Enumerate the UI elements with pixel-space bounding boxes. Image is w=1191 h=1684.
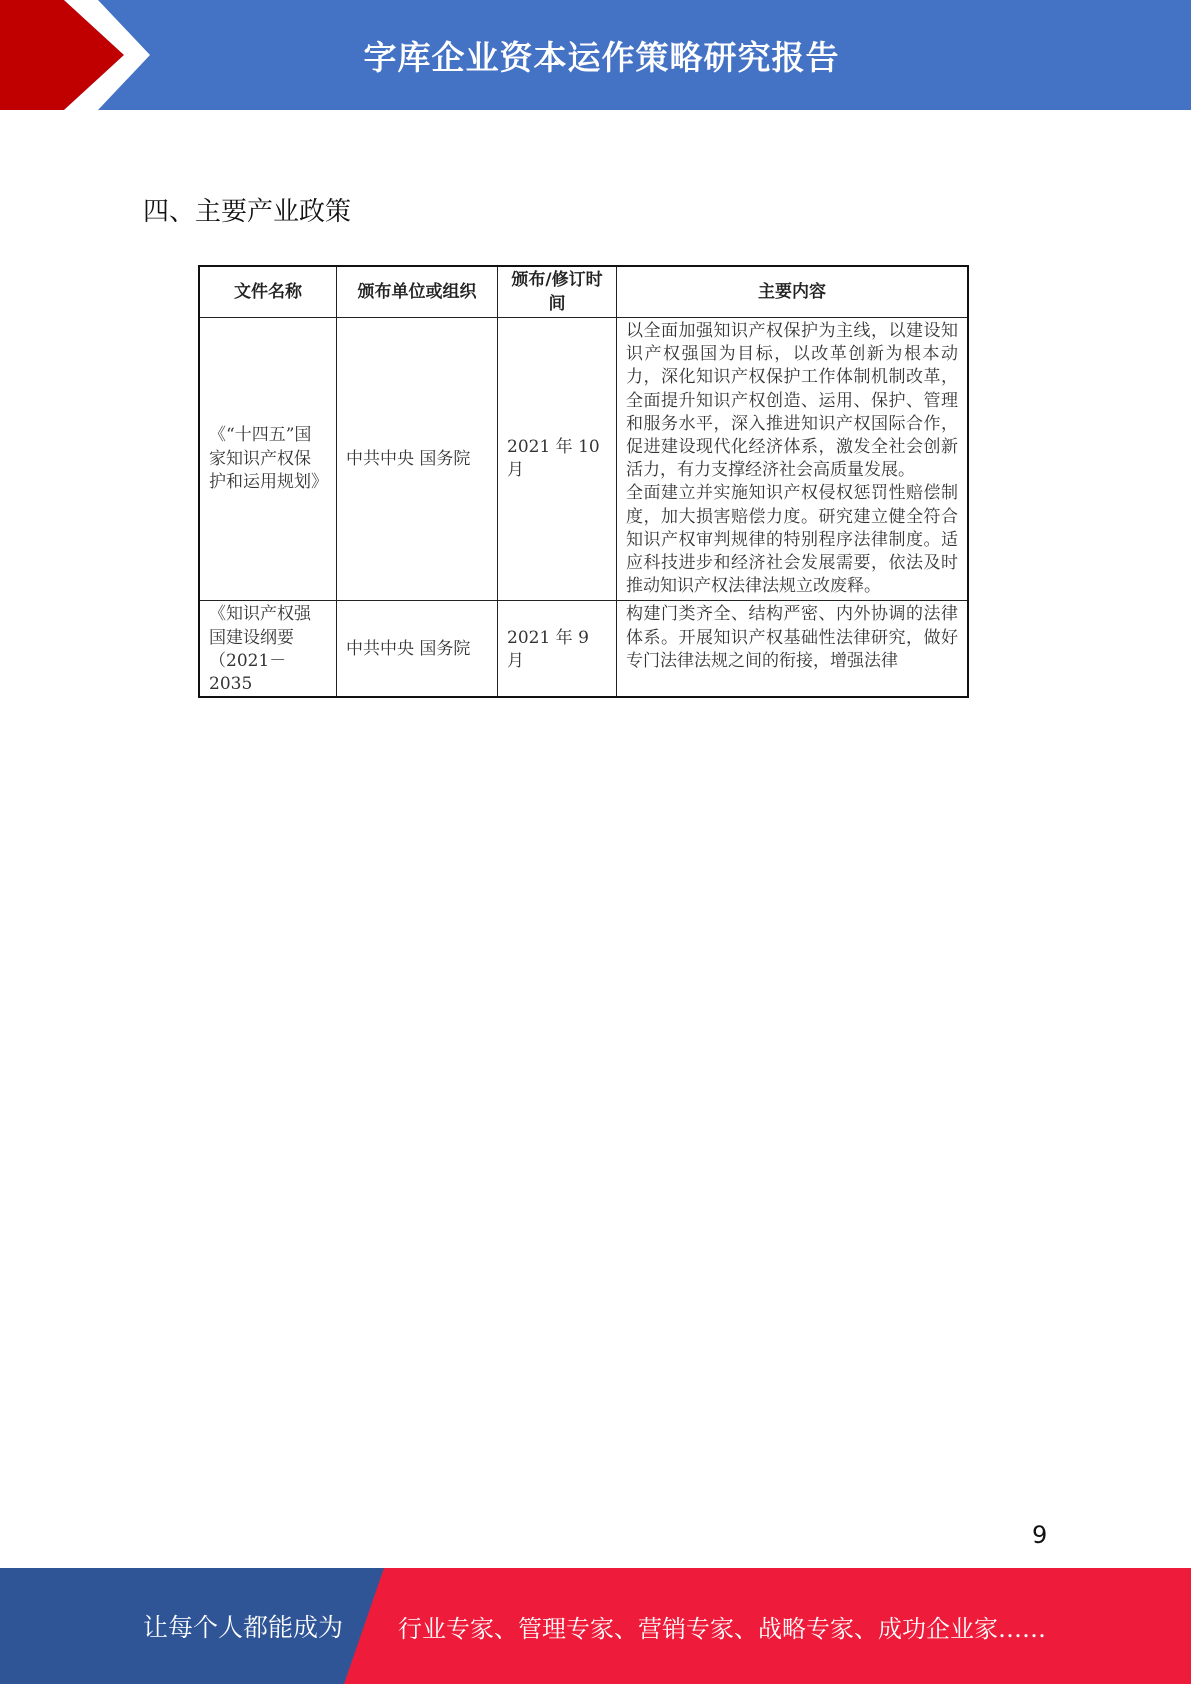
footer-slogan-left: 让每个人都能成为 (143, 1613, 344, 1642)
footer-slogan-right: 行业专家、管理专家、营销专家、战略专家、成功企业家…… (398, 1614, 1046, 1643)
cell-content (617, 601, 969, 697)
header-bar (0, 0, 1191, 110)
cell-name: 《“十四五”国家知识产权保护和运用规划》 (199, 318, 337, 601)
footer-bar (0, 1568, 1191, 1684)
content-paragraph: 构建门类齐全、结构严密、内外协调的法律体系。开展知识产权基础性法律研究，做好专门法律法规之间的衔接，增强法律 (626, 604, 958, 671)
section-heading: 四、主要产业政策 (143, 197, 352, 227)
report-title: 字库企业资本运作策略研究报告 (363, 37, 840, 77)
cell-unit: 中共中央 国务院 (337, 601, 498, 697)
table-row (199, 601, 968, 697)
content-paragraph: 以全面加强知识产权保护为主线，以建设知识产权强国为目标，以改革创新为根本动力，深化知识产权保护工作体制机制改革，全面提升知识产权创造、运用、保护、管理和服务水平，深入推进知识产权国际合作，促进建设现代化经济体系，激发全社会创新活力，有力支撑经济社会高质量发展。 (626, 321, 958, 481)
table-row (199, 318, 968, 601)
table-header-row (199, 266, 968, 318)
cell-name: 《知识产权强国建设纲要（2021－2035 (199, 601, 337, 697)
column-header-time: 颁布/修订时间 (498, 266, 617, 318)
page-number: 9 (1032, 1521, 1048, 1549)
policy-table (198, 265, 969, 698)
cell-content (617, 318, 969, 601)
content-paragraph: 全面建立并实施知识产权侵权惩罚性赔偿制度，加大损害赔偿力度。研究建立健全符合知识产权审判规律的特别程序法律制度。适应科技进步和经济社会发展需要，依法及时推动知识产权法律法规立改废释。 (626, 483, 958, 597)
cell-time: 2021 年 9 月 (498, 601, 617, 697)
cell-unit: 中共中央 国务院 (337, 318, 498, 601)
column-header-unit: 颁布单位或组织 (337, 266, 498, 318)
column-header-name: 文件名称 (199, 266, 337, 318)
column-header-content: 主要内容 (617, 266, 969, 318)
cell-time: 2021 年 10 月 (498, 318, 617, 601)
